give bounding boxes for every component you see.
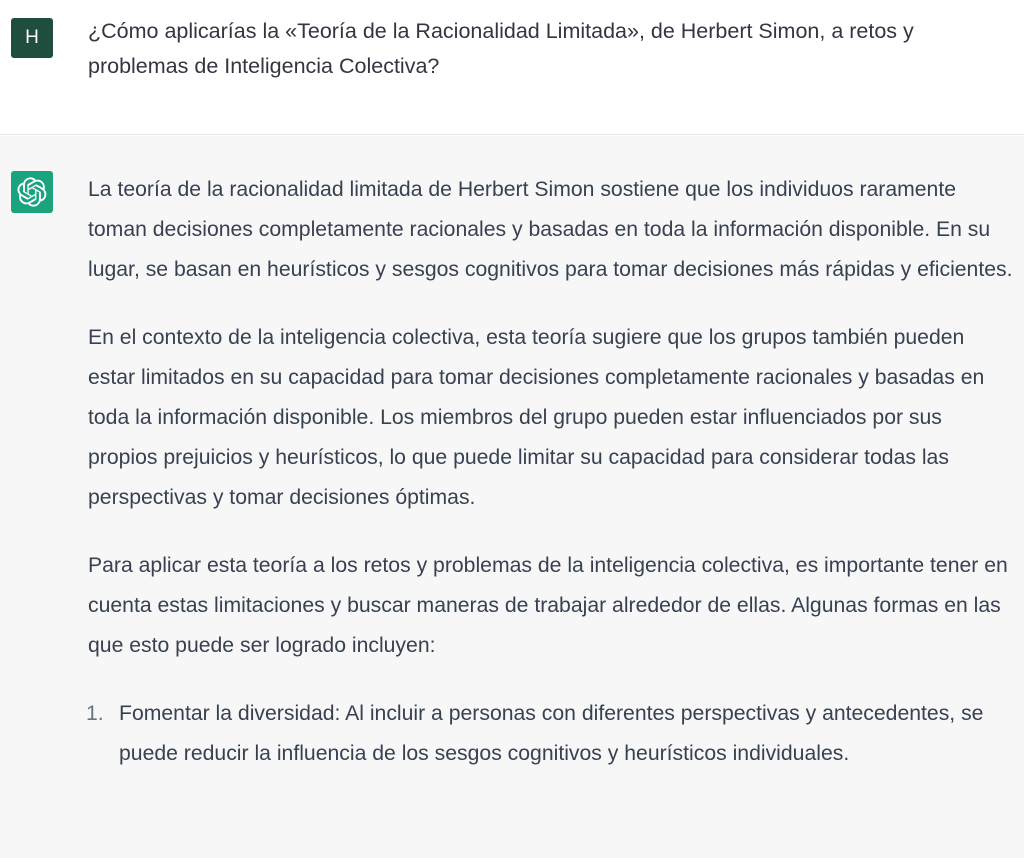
user-question-text: ¿Cómo aplicarías la «Teoría de la Racionalidad Limitada», de Herbert Simon, a retos y problemas de Inteligencia Colectiva? xyxy=(88,19,914,78)
list-item-text: Fomentar la diversidad: Al incluir a personas con diferentes perspectivas y antecedentes, se puede reducir la influencia de los sesgos cognitivos y heurísticos individuales. xyxy=(119,702,984,765)
user-avatar xyxy=(11,18,53,58)
response-paragraph-1: La teoría de la racionalidad limitada de Herbert Simon sostiene que los individuos raramente toman decisiones completamente racionales y basadas en toda la información disponible. En su lugar, se basan en heurísticos y sesgos cognitivos para tomar decisiones más rápidas y eficientes. xyxy=(88,178,1013,281)
user-avatar-initial: H xyxy=(25,27,39,48)
assistant-avatar xyxy=(11,171,53,213)
response-paragraph-3: Para aplicar esta teoría a los retos y problemas de la inteligencia colectiva, es importante tener en cuenta estas limitaciones y buscar maneras de trabajar alrededor de ellas. Algunas formas en las que esto puede ser logrado incluyen: xyxy=(88,554,1008,657)
assistant-message xyxy=(0,136,1024,858)
list-item-number: 1. xyxy=(86,702,104,725)
response-list xyxy=(88,694,1016,774)
list-item xyxy=(88,694,1016,774)
response-paragraph-2: En el contexto de la inteligencia colectiva, esta teoría sugiere que los grupos también pueden estar limitados en su capacidad para tomar decisiones completamente racionales y basadas en toda la información disponible. Los miembros del grupo pueden estar influenciados por sus propios prejuicios y heurísticos, lo que puede limitar su capacidad para considerar todas las perspectivas y tomar decisiones óptimas. xyxy=(88,326,985,509)
openai-logo-icon xyxy=(17,177,47,207)
assistant-response xyxy=(88,170,1016,774)
user-message xyxy=(0,0,1024,135)
